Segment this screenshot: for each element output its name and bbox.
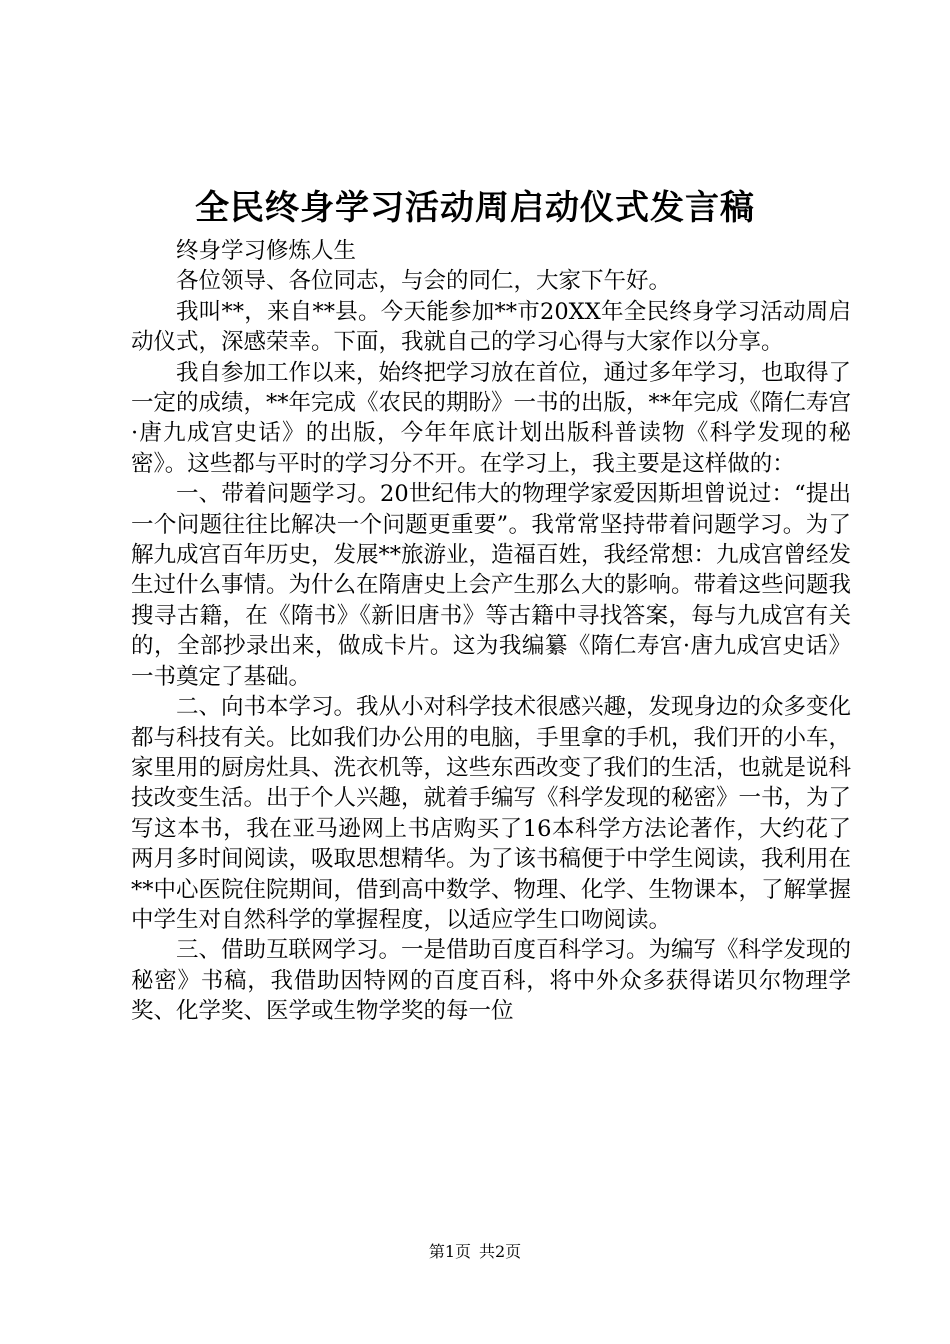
paragraph-point-three: 三、借助互联网学习。一是借助百度百科学习。为编写《科学发现的秘密》书稿，我借助因特网的百度百科，将中外众多获得诺贝尔物理学奖、化学奖、医学或生物学奖的每一位	[131, 937, 852, 1025]
document-title: 全民终身学习活动周启动仪式发言稿	[195, 188, 755, 228]
page-footer	[0, 1240, 950, 1264]
paragraph-greeting: 各位领导、各位同志，与会的同仁，大家下午好。	[176, 268, 672, 295]
document-body	[131, 236, 851, 1027]
paragraph-achievements: 我自参加工作以来，始终把学习放在首位，通过多年学习，也取得了一定的成绩，**年完成《农民的期盼》一书的出版，**年完成《隋仁寿宫·唐九成宫史话》的出版，今年年底计划出版科普读物《科学发现的秘密》。这些都与平时的学习分不开。在学习上，我主要是这样做的：	[131, 359, 852, 477]
paragraph-intro: 我叫**，来自**县。今天能参加**市20XX年全民终身学习活动周启动仪式，深感荣幸。下面，我就自己的学习心得与大家作以分享。	[131, 298, 851, 356]
page-number: 第1页	[428, 1242, 471, 1261]
page-total: 共2页	[479, 1242, 522, 1261]
paragraph-subtitle: 终身学习修炼人生	[176, 238, 357, 264]
paragraph-point-two: 二、向书本学习。我从小对科学技术很感兴趣，发现身边的众多变化都与科技有关。比如我们办公用的电脑，手里拿的手机，我们开的小车，家里用的厨房灶具、洗衣机等，这些东西改变了我们的生活，也就是说科技改变生活。出于个人兴趣，就着手编写《科学发现的秘密》一书，为了写这本书，我在亚马逊网上书店购买了16本科学方法论著作，大约花了两月多时间阅读，吸取思想精华。为了该书稿便于中学生阅读，我利用在**中心医院住院期间，借到高中数学、物理、化学、生物课本，了解掌握中学生对自然科学的掌握程度，以适应学生口吻阅读。	[131, 694, 852, 933]
paragraph-point-one: 一、带着问题学习。20世纪伟大的物理学家爱因斯坦曾说过：“提出一个问题往往比解决一个问题更重要”。我常常坚持带着问题学习。为了解九成宫百年历史，发展**旅游业，造福百姓，我经常想：九成宫曾经发生过什么事情。为什么在隋唐史上会产生那么大的影响。带着这些问题我搜寻古籍，在《隋书》《新旧唐书》等古籍中寻找答案，每与九成宫有关的，全部抄录出来，做成卡片。这为我编纂《隋仁寿宫·唐九成宫史话》一书奠定了基础。	[131, 481, 852, 690]
